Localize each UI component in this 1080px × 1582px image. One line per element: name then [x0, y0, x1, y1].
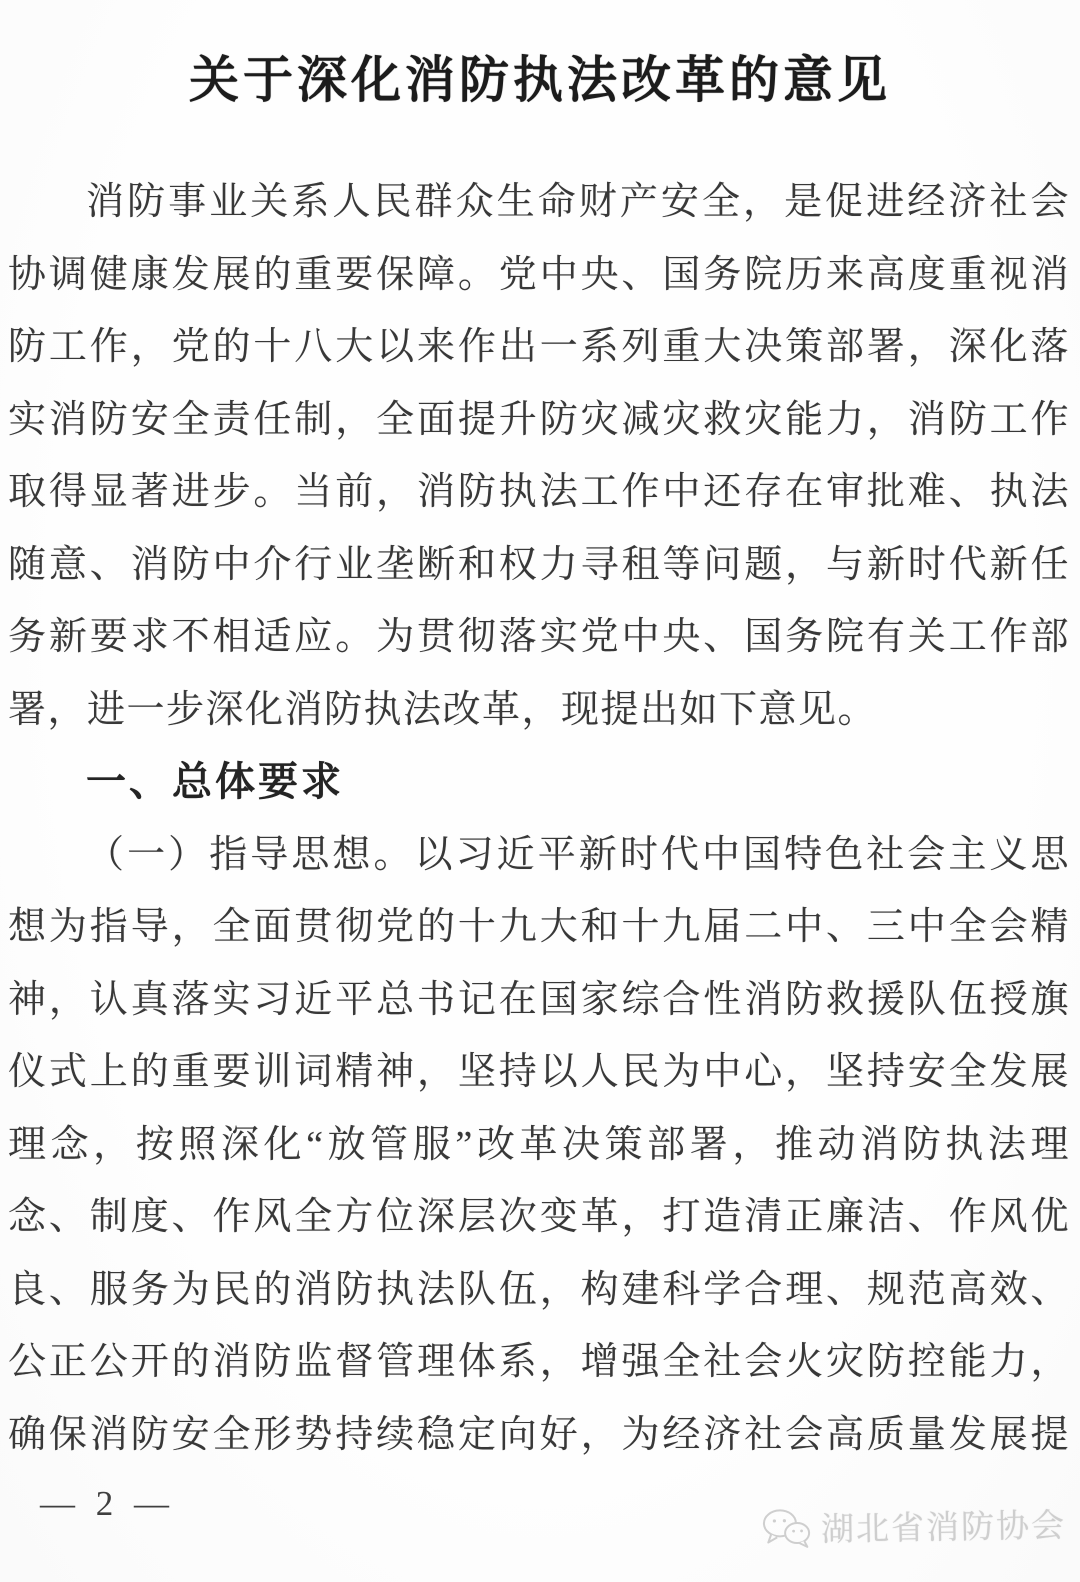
page-title: 关于深化消防执法改革的意见 [189, 52, 891, 108]
body-text-line: 随意、消防中介行业垄断和权力寻租等问题，与新时代新任 [8, 543, 1070, 586]
body-text-line: 仪式上的重要训词精神，坚持以人民为中心，坚持安全发展 [8, 1051, 1070, 1093]
body-text-line: 务新要求不相适应。为贯彻落实党中央、国务院有关工作部 [8, 616, 1070, 658]
body-text-line: 想为指导，全面贯彻党的十九大和十九届二中、三中全会精 [8, 906, 1070, 948]
body-text-line: 取得显著进步。当前，消防执法工作中还存在审批难、执法 [8, 471, 1070, 513]
body-text-line: 确保消防安全形势持续稳定向好，为经济社会高质量发展提 [8, 1413, 1070, 1456]
document-body [0, 166, 1080, 1471]
body-text-line: 实消防安全责任制，全面提升防灾减灾救灾能力，消防工作 [8, 398, 1070, 441]
watermark [761, 1499, 1067, 1551]
section-heading: 一、总体要求 [86, 760, 344, 804]
wechat-icon [761, 1506, 814, 1549]
body-text-line: 公正公开的消防监督管理体系，增强全社会火灾防控能力， [8, 1341, 1070, 1383]
body-text-line: 理念，按照深化“放管服”改革决策部署，推动消防执法理 [8, 1123, 1070, 1166]
body-text-line: 防工作，党的十八大以来作出一系列重大决策部署，深化落 [8, 326, 1070, 368]
watermark-label: 湖北省消防协会 [820, 1506, 1067, 1548]
body-text-line: 协调健康发展的重要保障。党中央、国务院历来高度重视消 [8, 253, 1070, 296]
body-text-line: 良、服务为民的消防执法队伍，构建科学合理、规范高效、 [8, 1268, 1070, 1311]
body-text-line: 神，认真落实习近平总书记在国家综合性消防救援队伍授旗 [8, 978, 1070, 1021]
body-text-line: 署，进一步深化消防执法改革，现提出如下意见。 [8, 688, 878, 731]
body-text-line: 消防事业关系人民群众生命财产安全，是促进经济社会 [86, 181, 1070, 223]
body-text-line: （一）指导思想。以习近平新时代中国特色社会主义思 [86, 833, 1070, 876]
body-text-line: 念、制度、作风全方位深层次变革，打造清正廉洁、作风优 [8, 1196, 1070, 1238]
page-number: — 2 — [40, 1484, 175, 1523]
